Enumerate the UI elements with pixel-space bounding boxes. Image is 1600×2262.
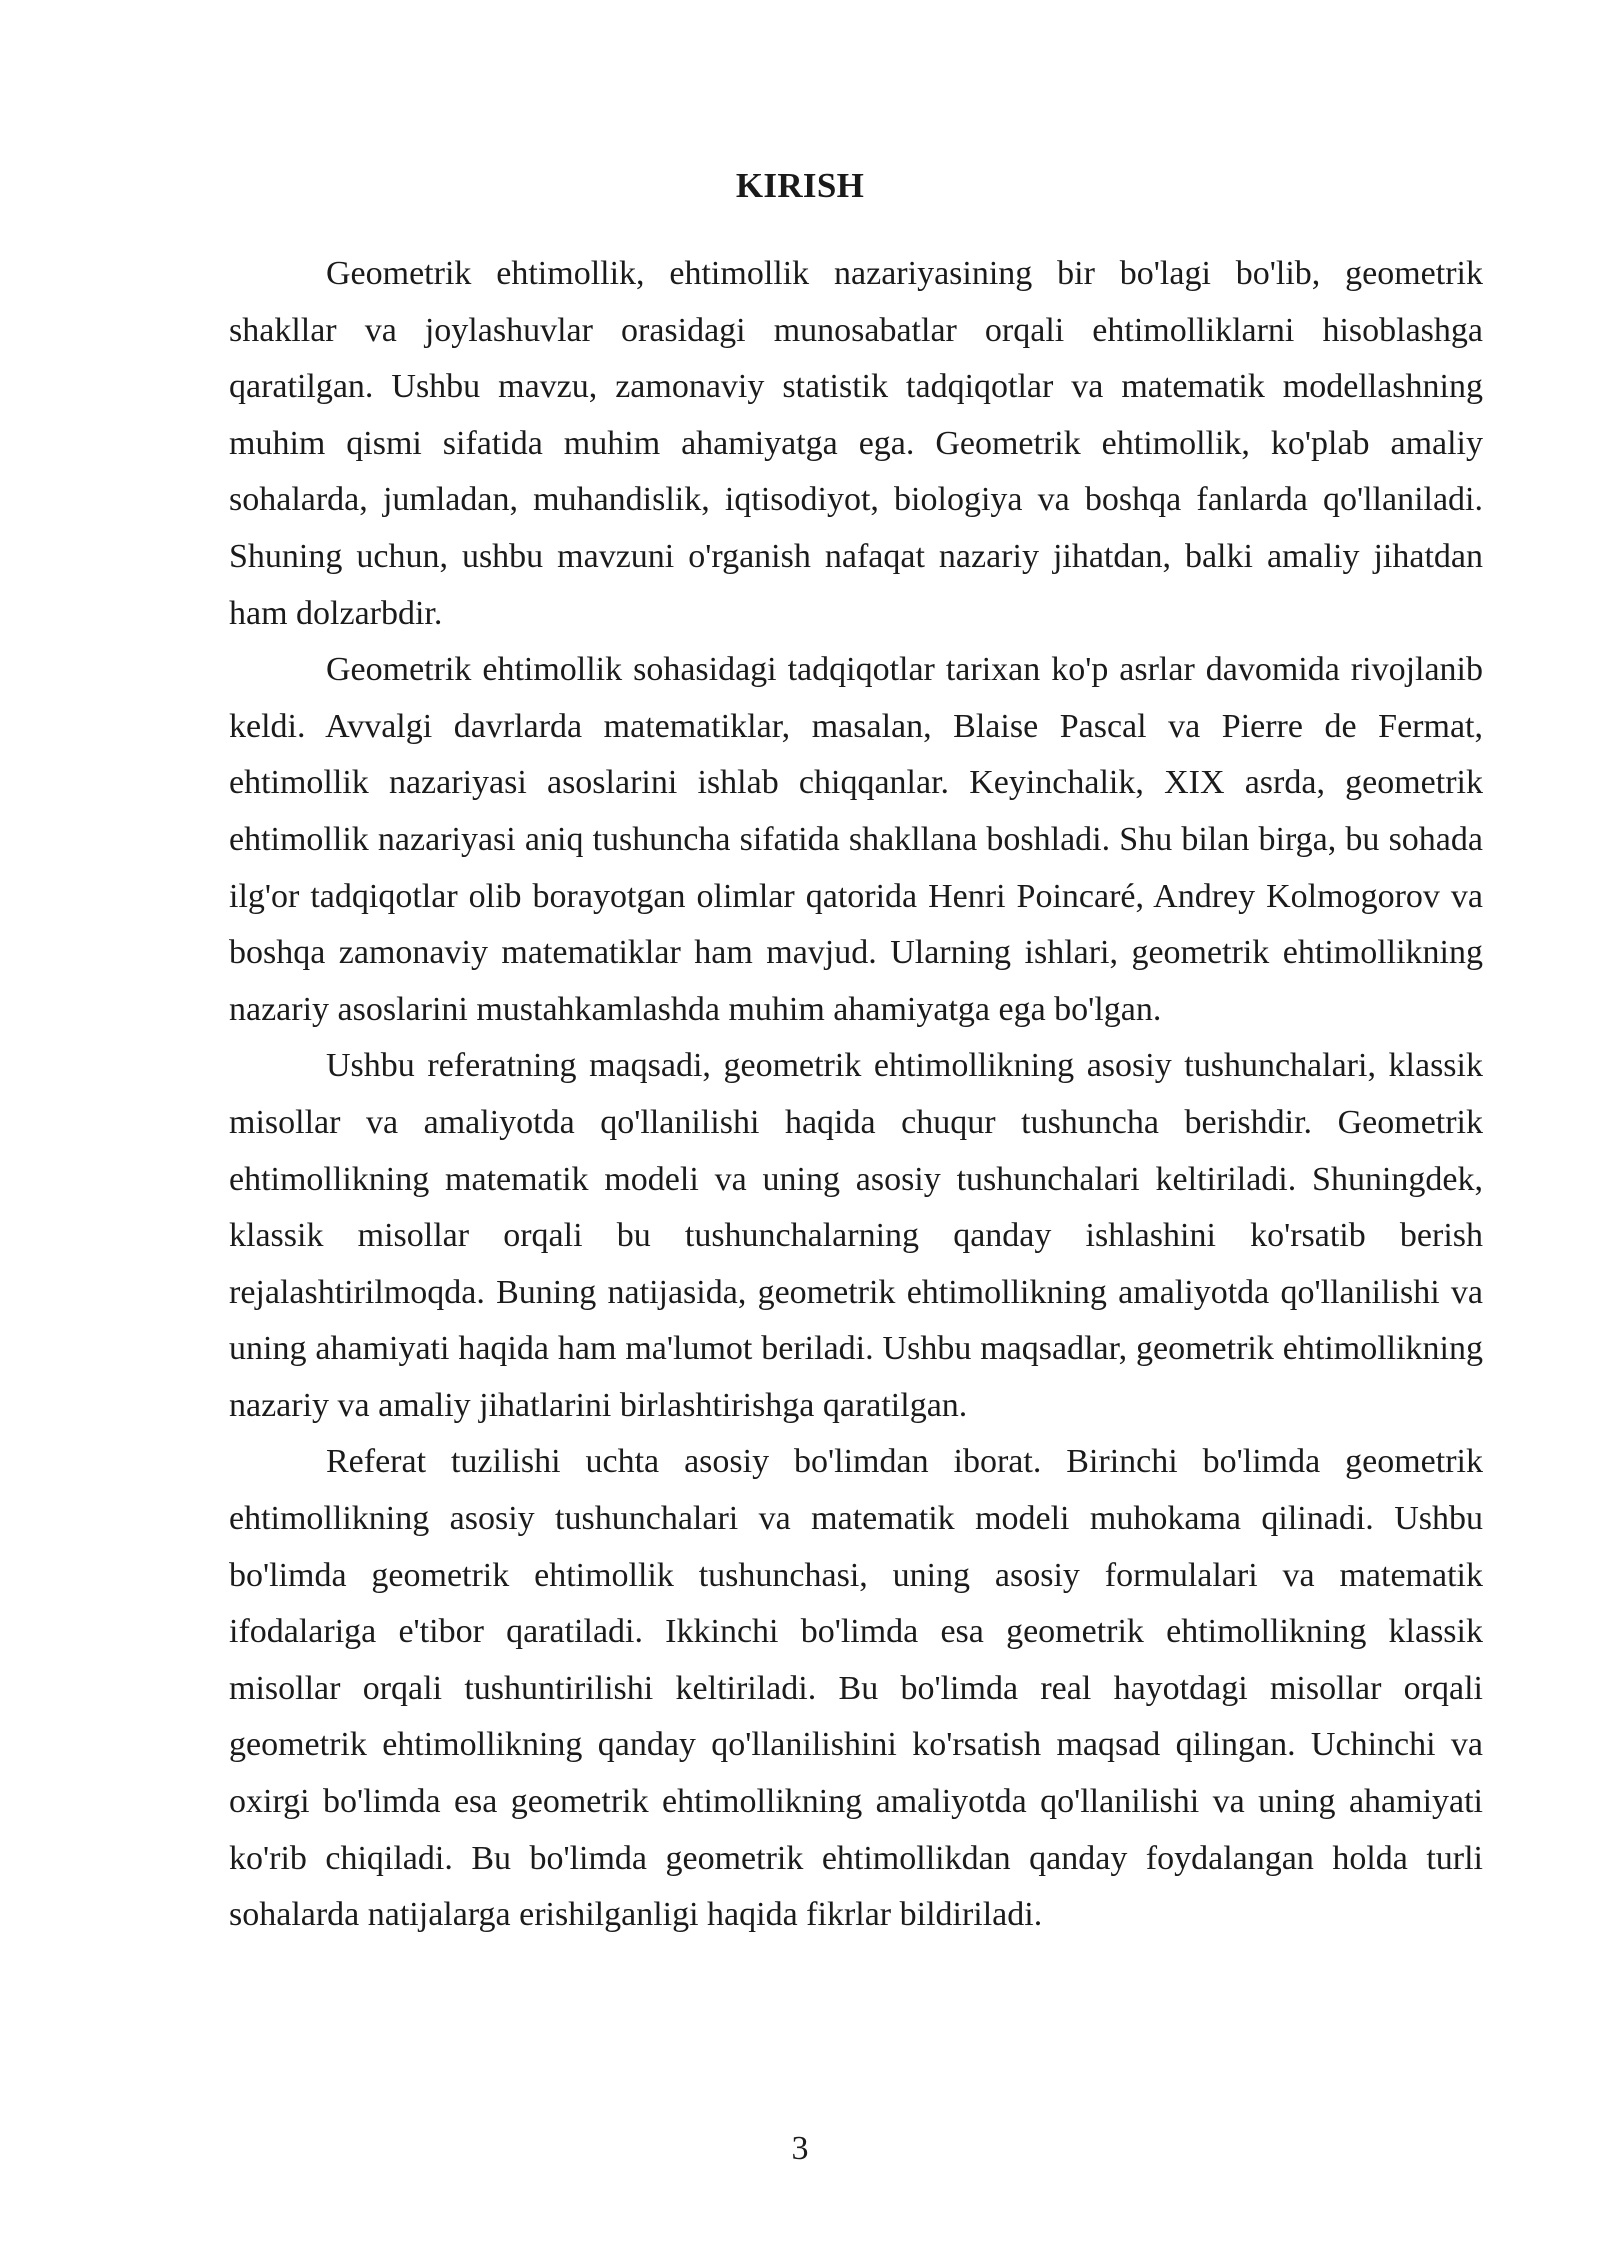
page-title: KIRISH (735, 166, 865, 205)
paragraph-1: Geometrik ehtimollik, ehtimollik nazariyasining bir bo'lagi bo'lib, geometrik shakllar va joylashuvlar orasidagi munosabatlar orqali ehtimolliklarni hisoblashga qaratilgan. Ushbu mavzu, zamonaviy statistik tadqiqotlar va matematik modellashning muhim qismi sifatida muhim ahamiyatga ega. Geometrik ehtimollik, ko'plab amaliy sohalarda, jumladan, muhandislik, iqtisodiyot, biologiya va boshqa fanlarda qo'llaniladi. Shuning uchun, ushbu mavzuni o'rganish nafaqat nazariy jihatdan, balki amaliy jihatdan ham dolzarbdir. (229, 255, 1483, 632)
body-text (229, 246, 1483, 1944)
page-number: 3 (791, 2130, 809, 2167)
paragraph-4: Referat tuzilishi uchta asosiy bo'limdan iborat. Birinchi bo'limda geometrik ehtimollikning asosiy tushunchalari va matematik modeli muhokama qilinadi. Ushbu bo'limda geometrik ehtimollik tushunchasi, uning asosiy formulalari va matematik ifodalariga e'tibor qaratiladi. Ikkinchi bo'limda esa geometrik ehtimollikning klassik misollar orqali tushuntirilishi keltiriladi. Bu bo'limda real hayotdagi misollar orqali geometrik ehtimollikning qanday qo'llanilishini ko'rsatish maqsad qilingan. Uchinchi va oxirgi bo'limda esa geometrik ehtimollikning amaliyotda qo'llanilishi va uning ahamiyati ko'rib chiqiladi. Bu bo'limda geometrik ehtimollikdan qanday foydalangan holda turli sohalarda natijalarga erishilganligi haqida fikrlar bildiriladi. (229, 1443, 1483, 1934)
paragraph-2: Geometrik ehtimollik sohasidagi tadqiqotlar tarixan ko'p asrlar davomida rivojlanib keldi. Avvalgi davrlarda matematiklar, masalan, Blaise Pascal va Pierre de Fermat, ehtimollik nazariyasi asoslarini ishlab chiqqanlar. Keyinchalik, XIX asrda, geometrik ehtimollik nazariyasi aniq tushuncha sifatida shakllana boshladi. Shu bilan birga, bu sohada ilg'or tadqiqotlar olib borayotgan olimlar qatorida Henri Poincaré, Andrey Kolmogorov va boshqa zamonaviy matematiklar ham mavjud. Ularning ishlari, geometrik ehtimollikning nazariy asoslarini mustahkamlashda muhim ahamiyatga ega bo'lgan. (229, 651, 1483, 1028)
paragraph-3: Ushbu referatning maqsadi, geometrik ehtimollikning asosiy tushunchalari, klassik misollar va amaliyotda qo'llanilishi haqida chuqur tushuncha berishdir. Geometrik ehtimollikning matematik modeli va uning asosiy tushunchalari keltiriladi. Shuningdek, klassik misollar orqali bu tushunchalarning qanday ishlashini ko'rsatib berish rejalashtirilmoqda. Buning natijasida, geometrik ehtimollikning amaliyotda qo'llanilishi va uning ahamiyati haqida ham ma'lumot beriladi. Ushbu maqsadlar, geometrik ehtimollikning nazariy va amaliy jihatlarini birlashtirishga qaratilgan. (229, 1047, 1483, 1424)
